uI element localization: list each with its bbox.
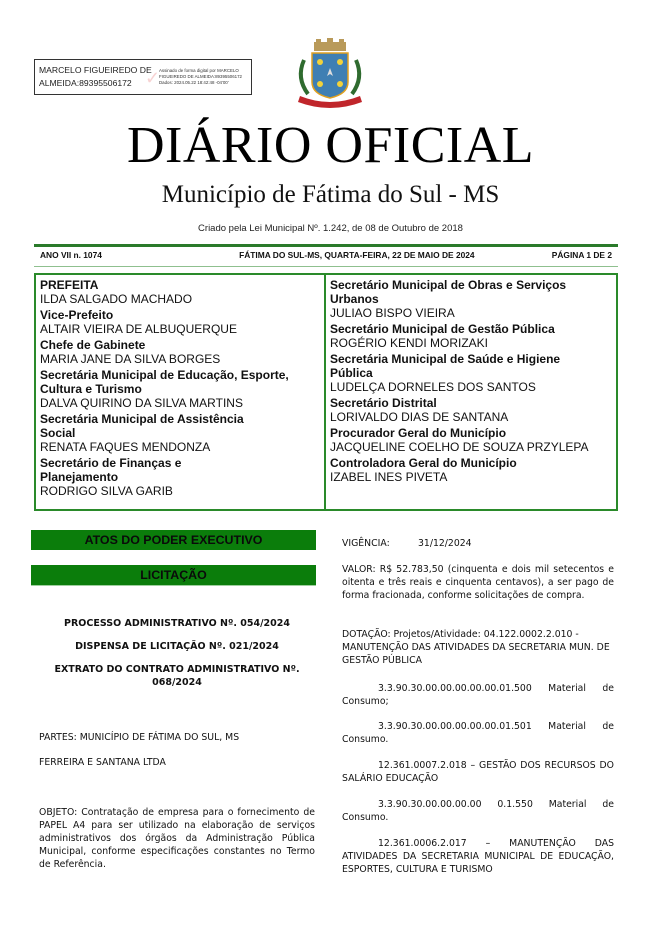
official-name: JULIAO BISPO VIEIRA xyxy=(330,306,455,320)
budget-item: 12.361.0006.2.017 – MANUTENÇÃO DAS ATIVIDADES DA SECRETARIA MUNICIPAL DE EDUCAÇÃO, ESPORTES, CULTURA E TURISMO xyxy=(342,838,614,875)
newspaper-title: DIÁRIO OFICIAL xyxy=(126,117,535,174)
partes-text: PARTES: MUNICÍPIO DE FÁTIMA DO SUL, MS xyxy=(39,732,240,743)
official-name: RODRIGO SILVA GARIB xyxy=(40,484,173,498)
vigencia-value: 31/12/2024 xyxy=(418,538,472,549)
signature-meta-line2: FIGUEIREDO DE ALMEIDA:89395506172 xyxy=(159,74,242,79)
official-name: IZABEL INES PIVETA xyxy=(330,470,448,484)
contract-headings xyxy=(39,617,315,689)
digital-signature-box[interactable] xyxy=(34,59,252,95)
coat-of-arms-icon xyxy=(290,38,370,110)
valor-paragraph: VALOR: R$ 52.783,50 (cinquenta e dois mil setecentos e oitenta e três reais e cinquenta centavos), a ser pago de forma fracionada, conforme solicitações de compra. xyxy=(342,564,614,601)
creation-law-note: Criado pela Lei Municipal Nº. 1.242, de 08 de Outubro de 2018 xyxy=(198,223,463,234)
signature-mark-icon: ✓ xyxy=(145,68,161,88)
dispensa-heading: DISPENSA DE LICITAÇÃO Nº. 021/2024 xyxy=(75,641,279,652)
official-role: Secretário Distrital xyxy=(330,396,437,410)
official-role: Secretário Municipal de Obras e Serviços Urbanos xyxy=(330,278,567,306)
signature-metadata xyxy=(159,68,242,86)
officials-left-column xyxy=(36,275,326,509)
officials-right-column xyxy=(326,275,616,509)
dotacao-paragraph: DOTAÇÃO: Projetos/Atividade: 04.122.0002.2.010 - MANUTENÇÃO DAS ATIVIDADES DA SECRETARIA MUN. DE GESTÃO PÚBLICA xyxy=(342,629,610,666)
official-name: RENATA FAQUES MENDONZA xyxy=(40,440,211,454)
extrato-heading: EXTRATO DO CONTRATO ADMINISTRATIVO Nº. 068/2024 xyxy=(54,664,300,688)
municipality-subtitle: Município de Fátima do Sul - MS xyxy=(161,181,500,208)
section-header-licitacao: LICITAÇÃO xyxy=(31,565,316,586)
official-entry xyxy=(330,322,616,350)
official-name: LORIVALDO DIAS DE SANTANA xyxy=(330,410,509,424)
partes-block xyxy=(39,731,315,769)
official-entry xyxy=(40,456,324,498)
official-entry xyxy=(40,278,324,306)
budget-item: 12.361.0007.2.018 – GESTÃO DOS RECURSOS DO SALÁRIO EDUCAÇÃO xyxy=(342,760,614,784)
budget-item: 3.3.90.30.00.00.00.00.00.01.500 Material de Consumo; xyxy=(342,683,614,707)
official-role: Secretário Municipal de Gestão Pública xyxy=(330,322,555,336)
issue-band-top-rule xyxy=(34,244,618,247)
signature-meta-line3: Dados: 2024.05.22 18:42:48 -04'00' xyxy=(159,80,229,85)
signature-meta-line1: Assinado de forma digital por MARCELO xyxy=(159,68,239,73)
official-name: LUDELÇA DORNELES DOS SANTOS xyxy=(330,380,536,394)
official-name: ILDA SALGADO MACHADO xyxy=(40,292,193,306)
official-role: PREFEITA xyxy=(40,278,99,292)
official-role: Vice-Prefeito xyxy=(40,308,114,322)
official-name: ROGÉRIO KENDI MORIZAKI xyxy=(330,336,489,350)
officials-directory xyxy=(34,273,618,511)
official-role: Chefe de Gabinete xyxy=(40,338,146,352)
official-role: Secretária Municipal de Educação, Esporte, Cultura e Turismo xyxy=(40,368,289,396)
official-name: JACQUELINE COELHO DE SOUZA PRZYLEPA xyxy=(330,440,589,454)
edition-number: ANO VII n. 1074 xyxy=(40,250,102,260)
official-entry xyxy=(40,412,324,454)
objeto-paragraph: OBJETO: Contratação de empresa para o fornecimento de PAPEL A4 para ser utilizado na elaboração de serviços administrativos dos órgãos da Administração Pública Municipal, conforme especificações constantes no Termo de Referência. xyxy=(39,807,315,870)
section-header-executive: ATOS DO PODER EXECUTIVO xyxy=(31,530,316,550)
official-role: Controladora Geral do Município xyxy=(330,456,517,470)
official-name: ALTAIR VIEIRA DE ALBUQUERQUE xyxy=(40,322,237,336)
signer-name xyxy=(39,64,153,90)
official-name: MARIA JANE DA SILVA BORGES xyxy=(40,352,221,366)
budget-item: 3.3.90.30.00.00.00.00 0.1.550 Material de Consumo. xyxy=(342,799,614,823)
signer-name-line1: MARCELO FIGUEIREDO DE xyxy=(39,65,152,75)
official-role: Secretária Municipal de Saúde e Higiene Pública xyxy=(330,352,561,380)
processo-heading: PROCESSO ADMINISTRATIVO Nº. 054/2024 xyxy=(64,618,290,629)
official-entry xyxy=(330,396,616,424)
issue-band-bottom-rule xyxy=(34,266,618,267)
official-role: Secretário de Finanças e Planejamento xyxy=(40,456,182,484)
place-and-date: FÁTIMA DO SUL-MS, QUARTA-FEIRA, 22 DE MAIO DE 2024 xyxy=(239,250,475,260)
signer-name-line2: ALMEIDA:89395506172 xyxy=(39,78,132,88)
official-entry xyxy=(330,426,616,454)
official-entry xyxy=(40,338,324,366)
official-entry xyxy=(330,456,616,484)
vigencia-label: VIGÊNCIA: xyxy=(342,538,390,549)
official-entry xyxy=(330,352,616,394)
vigencia-line xyxy=(342,537,614,550)
budget-item: 3.3.90.30.00.00.00.00.00.01.501 Material de Consumo. xyxy=(342,721,614,745)
official-entry xyxy=(40,308,324,336)
official-role: Procurador Geral do Município xyxy=(330,426,507,440)
page-indicator: PÁGINA 1 DE 2 xyxy=(551,250,612,260)
official-entry xyxy=(40,368,324,410)
issue-bar xyxy=(40,250,612,260)
contratada-text: FERREIRA E SANTANA LTDA xyxy=(39,757,166,768)
official-entry xyxy=(330,278,616,320)
official-name: DALVA QUIRINO DA SILVA MARTINS xyxy=(40,396,243,410)
official-role: Secretária Municipal de Assistência Social xyxy=(40,412,244,440)
